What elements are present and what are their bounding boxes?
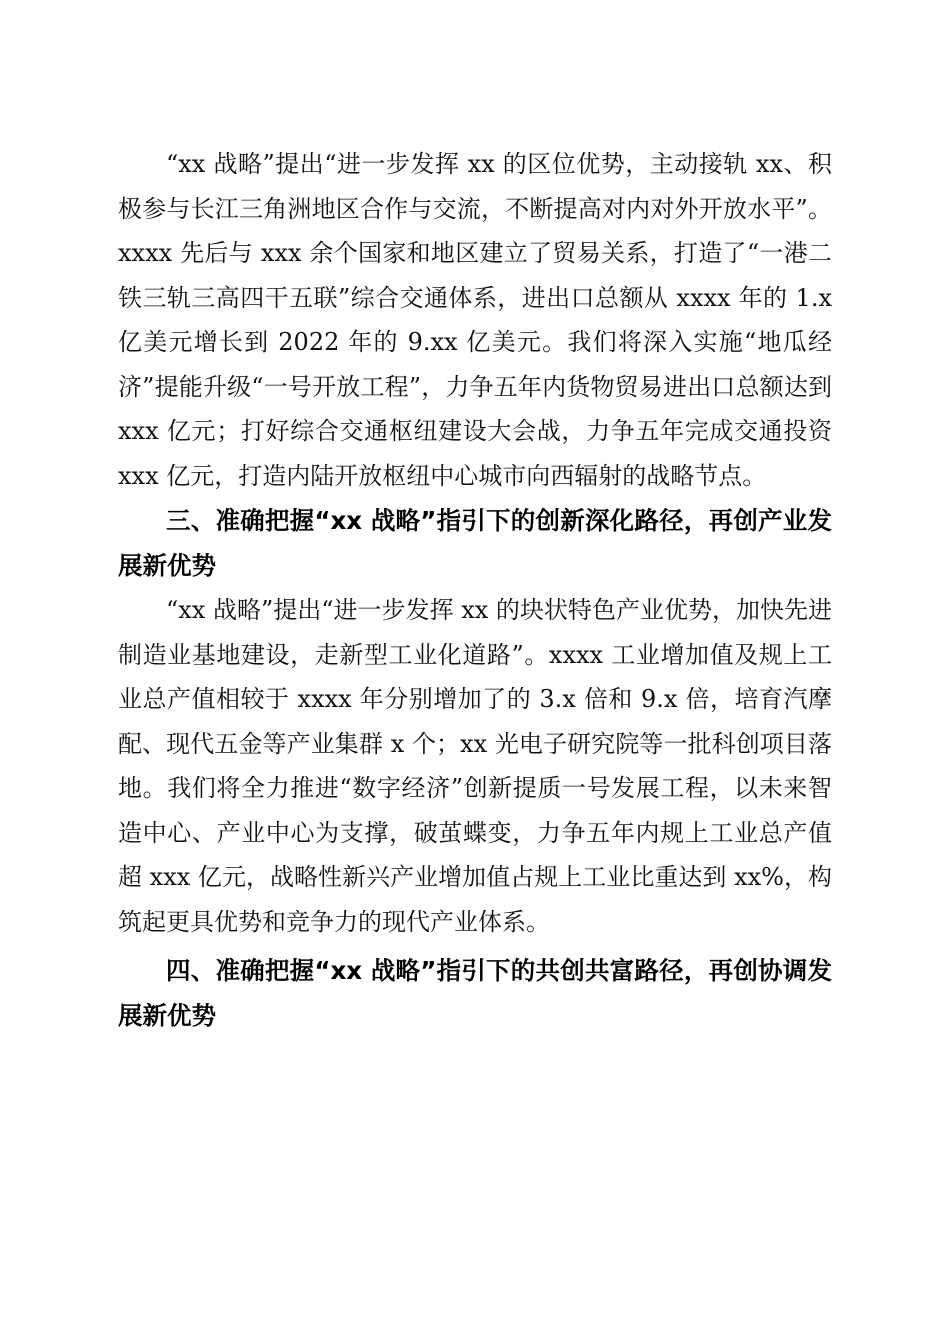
section-heading-3: 三、准确把握“xx 战略”指引下的创新深化路径，再创产业发展新优势	[118, 506, 832, 580]
body-paragraph-open-strategy: “xx 战略”提出“进一步发挥 xx 的区位优势，主动接轨 xx、积极参与长江三角洲地区合作与交流，不断提高对内对外开放水平”。xxxx 先后与 xxx 余个国家和地区建立了贸易关系，打造了“一港二铁三轨三高四干五联”综合交通体系，进出口总额从 xxxx 年的 1.x 亿美元增长到 2022 年的 9.xx 亿美元。我们将深入实施“地瓜经济”提能升级“一号开放工程”，力争五年内货物贸易进出口总额达到 xxx 亿元；打好综合交通枢纽建设大会战，力争五年完成交通投资 xxx 亿元，打造内陆开放枢纽中心城市向西辐射的战略节点。	[118, 150, 832, 490]
body-paragraph-innovation: “xx 战略”提出“进一步发挥 xx 的块状特色产业优势，加快先进制造业基地建设，走新型工业化道路”。xxxx 工业增加值及规上工业总产值相较于 xxxx 年分别增加了的 3.x 倍和 9.x 倍，培育汽摩配、现代五金等产业集群 x 个；xx 光电子研究院等一批科创项目落地。我们将全力推进“数字经济”创新提质一号发展工程，以未来智造中心、产业中心为支撑，破茧蝶变，力争五年内规上工业总产值超 xxx 亿元，战略性新兴产业增加值占规上工业比重达到 xx%，构筑起更具优势和竞争力的现代产业体系。	[118, 596, 832, 936]
document-page	[118, 142, 832, 1038]
section-heading-4: 四、准确把握“xx 战略”指引下的共创共富路径，再创协调发展新优势	[118, 956, 832, 1030]
